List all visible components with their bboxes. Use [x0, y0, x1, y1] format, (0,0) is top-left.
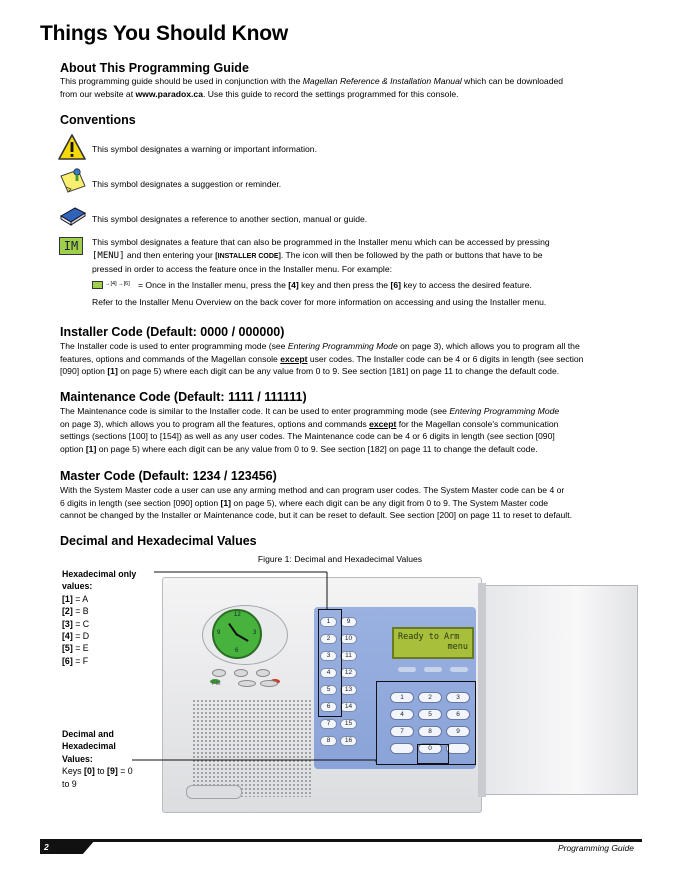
- text: The Maintenance code is similar to the Installer code. It can be used to enter programming mode (see: [60, 406, 450, 416]
- conventions-heading: Conventions: [60, 113, 136, 127]
- zone-key[interactable]: 15: [340, 719, 357, 729]
- zone-key[interactable]: 11: [340, 651, 357, 661]
- maintenance-code-heading: Maintenance Code (Default: 1111 / 111111): [60, 390, 307, 404]
- hex-value: = B: [72, 606, 89, 617]
- clock-number: 9: [217, 630, 221, 636]
- zone-key[interactable]: 12: [340, 668, 357, 678]
- zone-key[interactable]: 2: [320, 634, 337, 644]
- keypad-key[interactable]: 9: [446, 726, 470, 737]
- hex-legend-title: values:: [62, 581, 93, 592]
- website-link[interactable]: www.paradox.ca: [135, 88, 203, 99]
- hex-key: [5]: [62, 643, 73, 654]
- installer-menu-icon: IM: [59, 237, 83, 255]
- example-keys: →[4] →[6]: [105, 281, 130, 287]
- decimal-legend-title: Hexadecimal: [62, 741, 116, 752]
- text: on page 3), which allows you to program all the features, options and commands: [60, 418, 370, 429]
- text: [090] option: [60, 366, 108, 377]
- keypad-key[interactable]: 3: [446, 692, 470, 703]
- hex-key: [2]: [62, 606, 73, 617]
- text: to 9: [62, 778, 77, 789]
- text: cannot be changed by the Installer or Maintenance code, but it can be reset to default. See section [200] on page 11 to reset to default.: [60, 510, 572, 521]
- clock-number: 6: [235, 648, 239, 654]
- decimal-legend-title: Values:: [62, 753, 93, 764]
- zone-key[interactable]: 7: [320, 719, 337, 729]
- xref: Entering Programming Mode: [287, 341, 398, 351]
- keypad-key[interactable]: 4: [390, 709, 414, 720]
- text: With the System Master code a user can use any arming method and can program user codes. The System Master code can be 4 or: [60, 485, 565, 495]
- keypad-key[interactable]: 6: [446, 709, 470, 720]
- text: on page 5), where each digit can be any digit from 0 to 9. The System Master code: [231, 497, 549, 508]
- decimal-legend-title: Decimal and: [62, 729, 114, 739]
- example-text-part: key and then press the: [298, 280, 391, 290]
- key-6: [6]: [390, 280, 401, 290]
- reference-text: This symbol designates a reference to another section, manual or guide.: [92, 214, 368, 224]
- lcd-line-1: Ready to Arm: [398, 632, 460, 642]
- zone-key[interactable]: 16: [340, 736, 357, 746]
- example-text-part: = Once in the Installer menu, press the: [138, 280, 289, 290]
- hex-key: [4]: [62, 631, 73, 642]
- about-heading: About This Programming Guide: [60, 61, 249, 75]
- menu-key: [MENU]: [92, 250, 125, 261]
- text: user codes. The Installer code can be 4 or 6 digits in length (see section: [307, 353, 584, 364]
- keypad-key[interactable]: 0: [418, 743, 442, 754]
- keypad-key[interactable]: 5: [418, 709, 442, 720]
- text: to: [94, 766, 108, 777]
- hex-value: = A: [72, 593, 89, 604]
- option-key: [1]: [85, 443, 97, 454]
- option-key: [1]: [220, 497, 232, 508]
- zone-key[interactable]: 5: [320, 685, 337, 695]
- text: option: [60, 443, 86, 454]
- text: = 0: [117, 766, 133, 777]
- emphasis: except: [369, 418, 397, 429]
- page-number: 2: [44, 842, 49, 852]
- about-text: from our website at: [60, 88, 136, 99]
- about-text: This programming guide should be used in conjunction with the: [60, 76, 303, 86]
- text: on page 5) where each digit can be any value from 0 to 9. See section [182] on page 11 to change the default code.: [96, 443, 538, 454]
- zone-key[interactable]: 13: [340, 685, 357, 695]
- clock-number: 12: [234, 612, 241, 618]
- xref: Entering Programming Mode: [449, 406, 560, 416]
- installer-code-key: [INSTALLER CODE]: [215, 252, 281, 260]
- zone-key[interactable]: 10: [340, 634, 357, 644]
- zone-key[interactable]: 3: [320, 651, 337, 661]
- zone-key[interactable]: 8: [320, 736, 337, 746]
- text: 6 digits in length (see section [090] option: [60, 497, 221, 508]
- example-text-part: key to access the desired feature.: [401, 280, 532, 290]
- text: Keys: [62, 766, 85, 777]
- clock-number: 3: [253, 630, 257, 636]
- keypad-key[interactable]: 7: [390, 726, 414, 737]
- warning-text: This symbol designates a warning or important information.: [92, 144, 317, 154]
- keypad-key[interactable]: 1: [390, 692, 414, 703]
- hex-key: [1]: [62, 593, 73, 604]
- im-line: This symbol designates a feature that can also be programmed in the Installer menu which can be accessed by pressing: [92, 237, 550, 247]
- installer-code-heading: Installer Code (Default: 0000 / 000000): [60, 325, 285, 339]
- option-key: [1]: [107, 366, 118, 377]
- refer-text: Refer to the Installer Menu Overview on the back cover for more information on accessing and using the Installer menu.: [92, 297, 547, 307]
- zone-key[interactable]: 1: [320, 617, 337, 627]
- text: The Installer code is used to enter programming mode (see: [60, 341, 288, 351]
- hex-value: = F: [72, 655, 89, 666]
- footer-rule: [40, 839, 642, 842]
- figure-caption: Figure 1: Decimal and Hexadecimal Values: [257, 554, 423, 564]
- hex-value: = D: [72, 631, 90, 642]
- keypad-key[interactable]: 8: [418, 726, 442, 737]
- hex-key: [3]: [62, 618, 73, 629]
- zone-key[interactable]: 4: [320, 668, 337, 678]
- im-line: pressed in order to access the feature once in the Installer menu. For example:: [92, 264, 392, 275]
- im-line: . The icon will then be followed by the path or buttons that have to be: [280, 249, 543, 260]
- hex-value: = C: [72, 618, 90, 629]
- text: settings (sections [100] to [154]) as well as any user codes. The Maintenance code can be 4 or 6 digits in length (see section [090]: [60, 431, 555, 442]
- about-text: which can be downloaded: [461, 76, 564, 86]
- master-code-heading: Master Code (Default: 1234 / 123456): [60, 469, 277, 483]
- lcd-line-2: menu: [447, 642, 468, 652]
- zone-key[interactable]: 9: [340, 617, 357, 627]
- about-text: . Use this guide to record the settings programmed for this console.: [202, 88, 459, 99]
- fm-label: FM: [212, 681, 221, 687]
- key-0: [0]: [84, 766, 95, 777]
- page-title: Things You Should Know: [40, 22, 288, 45]
- keypad-key[interactable]: 2: [418, 692, 442, 703]
- text: on page 3), which allows you to program all the: [397, 341, 580, 351]
- im-line: and then entering your: [124, 249, 216, 260]
- key-9: [9]: [107, 766, 118, 777]
- emphasis: except: [280, 353, 308, 364]
- hex-key: [6]: [62, 655, 73, 666]
- suggestion-text: This symbol designates a suggestion or reminder.: [92, 179, 282, 189]
- footer-guide-label: Programming Guide: [557, 843, 634, 853]
- hex-legend-title: Hexadecimal only: [62, 569, 137, 579]
- manual-title: Magellan Reference & Installation Manual: [302, 76, 462, 86]
- text: on page 5) where each digit can be any value from 0 to 9. See section [181] on page 11 to change the default code.: [117, 366, 560, 377]
- text: features, options and commands of the Magellan console: [60, 353, 281, 364]
- hex-value: = E: [72, 643, 89, 654]
- decimal-hex-heading: Decimal and Hexadecimal Values: [60, 534, 257, 548]
- zone-key[interactable]: 14: [340, 702, 357, 712]
- zone-key[interactable]: 6: [320, 702, 337, 712]
- key-4: [4]: [288, 280, 299, 290]
- text: for the Magellan console's communication: [396, 418, 559, 429]
